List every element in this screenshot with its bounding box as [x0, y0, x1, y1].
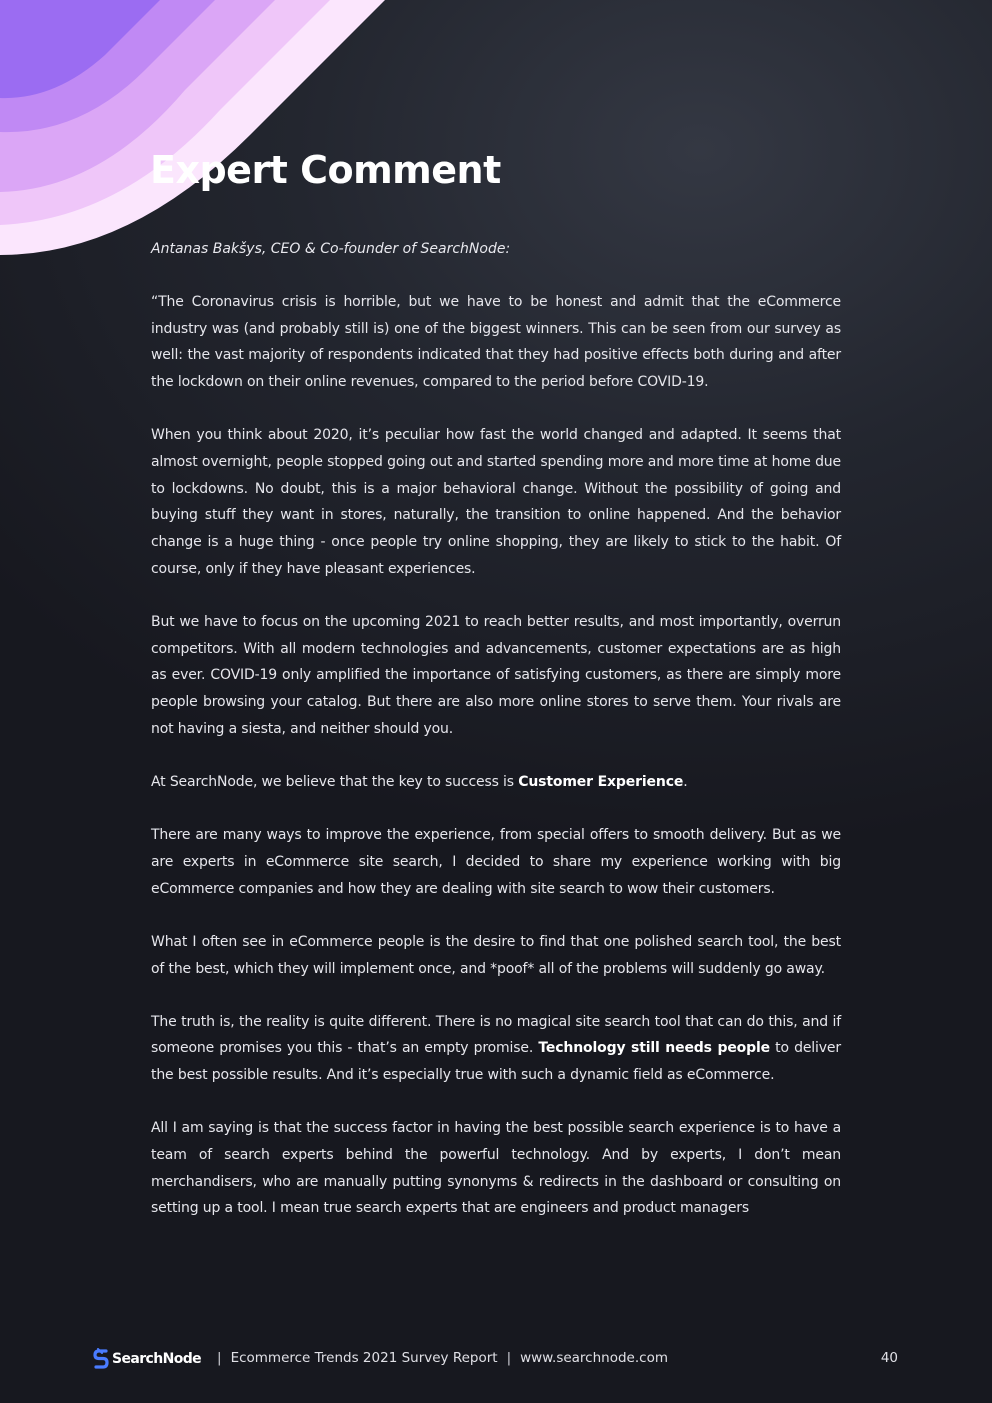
customer-experience-highlight: Customer Experience — [518, 774, 684, 791]
page-footer — [93, 1348, 898, 1370]
footer-info — [208, 1350, 668, 1366]
paragraph-3: But we have to focus on the upcoming 2021 to reach better results, and most importantly, overrun competitors. With all modern technologies and advancements, customer expectations are as high as ever. COVID-19 only amplified the importance of satisfying customers, as there are simply more people browsing your catalog. But there are also more online stores to serve them. Your rivals are not having a siesta, and neither should you. — [151, 614, 841, 737]
report-title: Ecommerce Trends 2021 Survey Report — [230, 1350, 498, 1366]
paragraph-7 — [151, 1009, 841, 1089]
corner-decoration — [0, 0, 400, 270]
paragraph-4 — [151, 769, 841, 796]
paragraph-7-text: The truth is, the reality is quite different. There is no magical site search tool that can do this, and if someone promises you this - that’s an empty promise. — [151, 1013, 841, 1057]
footer-separator-1: | — [217, 1350, 222, 1366]
paragraph-1: “The Coronavirus crisis is horrible, but we have to be honest and admit that the eCommerce industry was (and probably still is) one of the biggest winners. This can be seen from our survey as well: the vast majority of respondents indicated that they had positive effects both during and after the lockdown on their online revenues, compared to the period before COVID-19. — [151, 294, 841, 391]
author-line: Antanas Bakšys, CEO & Co-founder of SearchNode: — [151, 241, 511, 257]
searchnode-s-logo-icon — [93, 1348, 109, 1370]
paragraph-2: When you think about 2020, it’s peculiar how fast the world changed and adapted. It seems that almost overnight, people stopped going out and started spending more and more time at home due to lockdowns. No doubt, this is a major behavioral change. Without the possibility of going and buying stuff they want in stores, naturally, the transition to online happened. And the behavior change is a huge thing - once people try online shopping, they are likely to stick to the habit. Of course, only if they have pleasant experiences. — [151, 427, 841, 577]
page-number: 40 — [880, 1350, 898, 1366]
website-link[interactable]: www.searchnode.com — [520, 1350, 668, 1366]
paragraph-4-end: . — [683, 774, 688, 791]
technology-needs-people-highlight: Technology still needs people — [538, 1040, 771, 1057]
paragraph-7-end: to deliver the best possible results. And it’s especially true with such a dynamic field as eCommerce. — [151, 1040, 841, 1084]
paragraph-6: What I often see in eCommerce people is the desire to find that one polished search tool, the best of the best, which they will implement once, and *poof* all of the problems will suddenly go away. — [151, 933, 841, 977]
logo-text: SearchNode — [112, 1351, 202, 1367]
paragraph-5: There are many ways to improve the experience, from special offers to smooth delivery. But as we are experts in eCommerce site search, I decided to share my experience working with big eCommerce companies and how they are dealing with site search to wow their customers. — [151, 827, 841, 897]
searchnode-logo — [93, 1348, 201, 1370]
paragraph-8: All I am saying is that the success factor in having the best possible search experience is to have a team of search experts behind the powerful technology. And by experts, I don’t mean merchandisers, who are manually putting synonyms & redirects in the dashboard or consulting on setting up a tool. I mean true search experts that are engineers and product managers — [151, 1120, 841, 1217]
paragraph-4-text: At SearchNode, we believe that the key to success is — [151, 774, 519, 791]
footer-separator-2: | — [506, 1350, 512, 1366]
page-title: Expert Comment — [150, 148, 501, 192]
comment-body — [151, 236, 841, 1249]
